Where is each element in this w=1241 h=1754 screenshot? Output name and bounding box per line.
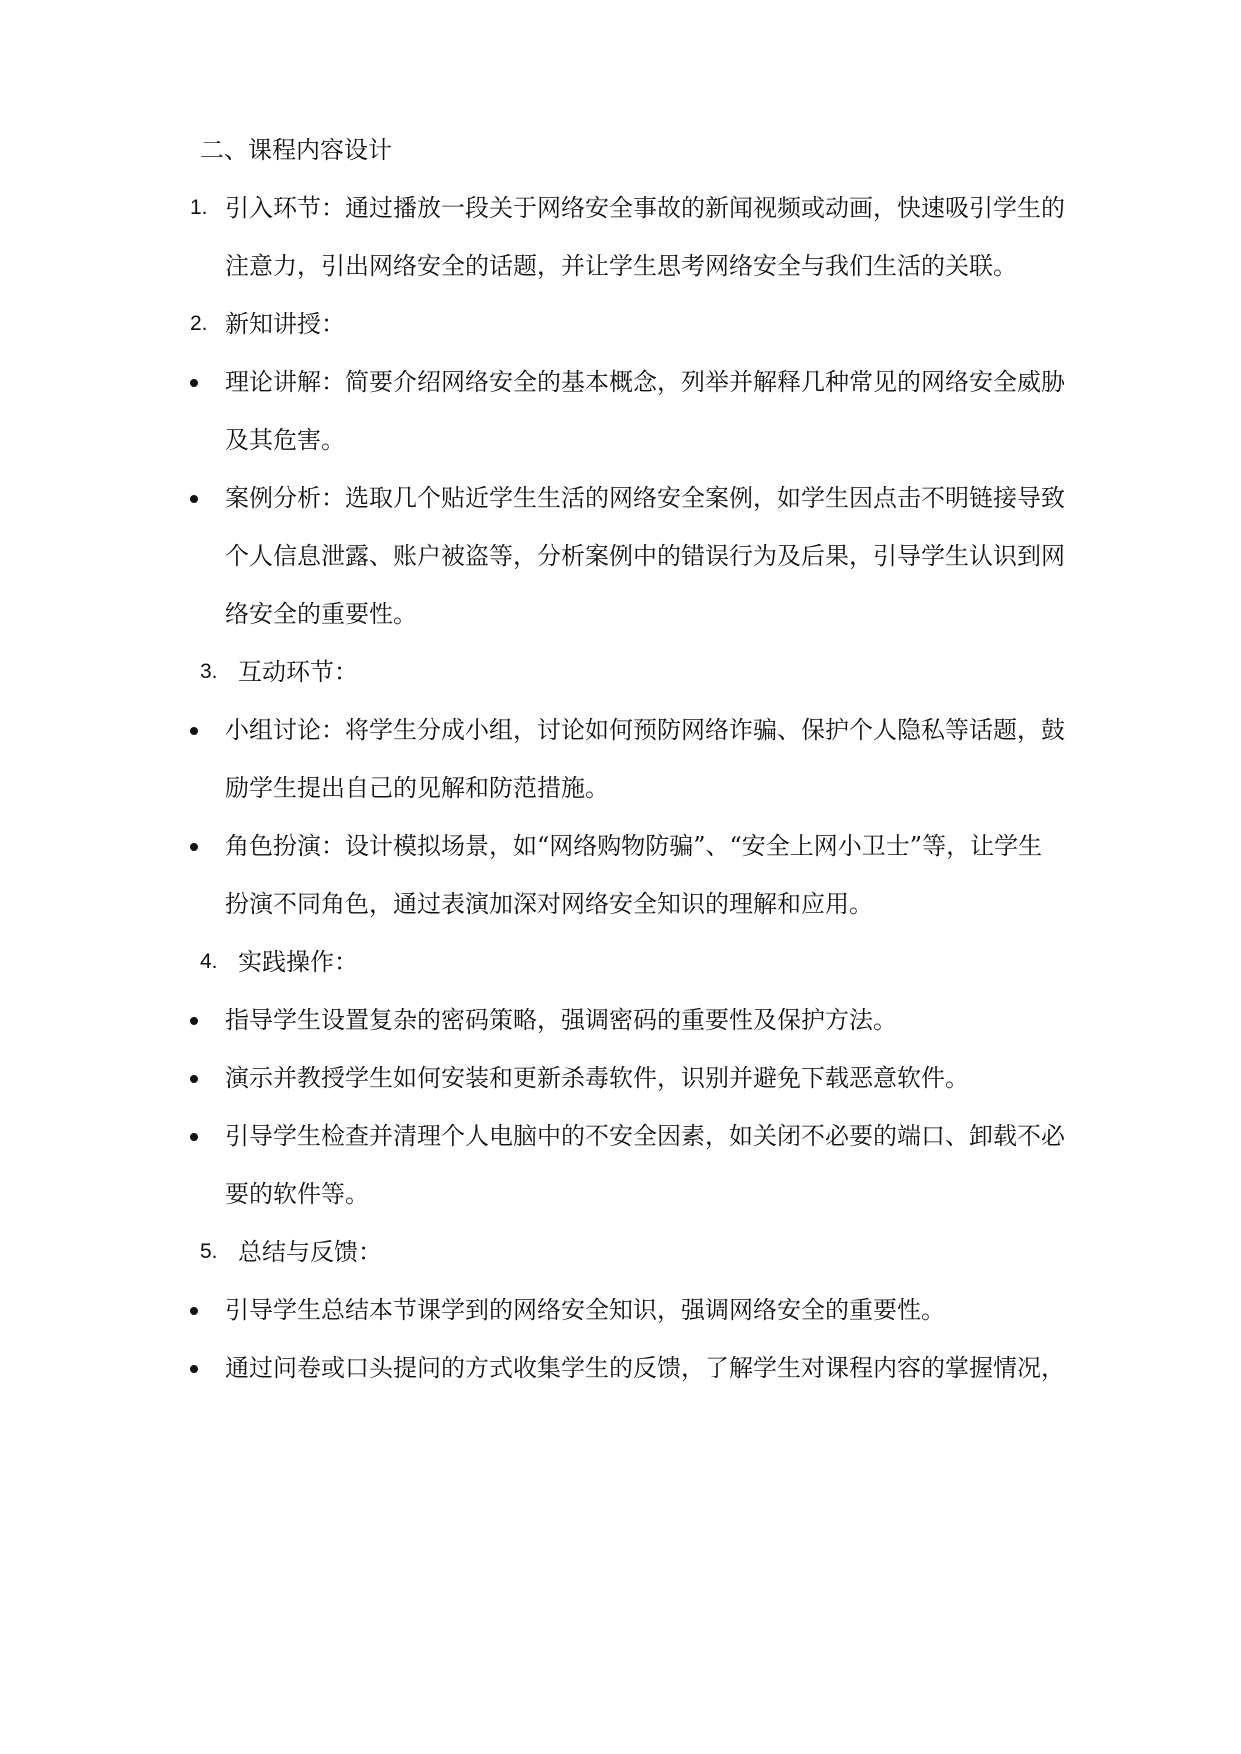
section-heading-line bbox=[0, 130, 1241, 170]
list-item-line bbox=[0, 1174, 1241, 1214]
list-item-line bbox=[0, 420, 1241, 460]
list-number: 3. bbox=[200, 660, 218, 683]
list-item-line bbox=[0, 188, 1241, 228]
bullet-icon bbox=[190, 727, 198, 735]
list-item-text: 实践操作： bbox=[238, 948, 358, 976]
list-item-text: 通过问卷或口头提问的方式收集学生的反馈，了解学生对课程内容的掌握情况， bbox=[225, 1354, 1065, 1382]
list-item-line bbox=[0, 304, 1241, 344]
list-item-text: 角色扮演：设计模拟场景，如“网络购物防骗”、“安全上网小卫士”等，让学生 bbox=[225, 832, 1043, 860]
list-item-text: 个人信息泄露、账户被盗等，分析案例中的错误行为及后果，引导学生认识到网 bbox=[225, 542, 1065, 570]
list-item-text: 理论讲解：简要介绍网络安全的基本概念，列举并解释几种常见的网络安全威胁 bbox=[225, 368, 1065, 396]
list-item-line bbox=[0, 652, 1241, 692]
bullet-icon bbox=[190, 1365, 198, 1373]
list-number: 1. bbox=[190, 196, 208, 219]
list-item-text: 案例分析：选取几个贴近学生生活的网络安全案例，如学生因点击不明链接导致 bbox=[225, 484, 1065, 512]
list-item-text: 新知讲授： bbox=[225, 310, 345, 338]
list-item-text: 络安全的重要性。 bbox=[225, 600, 417, 628]
list-item-line bbox=[0, 478, 1241, 518]
bullet-icon bbox=[190, 379, 198, 387]
list-item-line bbox=[0, 1290, 1241, 1330]
list-item-line bbox=[0, 1058, 1241, 1098]
list-item-line bbox=[0, 1000, 1241, 1040]
list-item-line bbox=[0, 536, 1241, 576]
list-item-text: 引导学生总结本节课学到的网络安全知识，强调网络安全的重要性。 bbox=[225, 1296, 945, 1324]
section-heading: 二、课程内容设计 bbox=[200, 136, 392, 164]
list-item-line bbox=[0, 594, 1241, 634]
list-item-line bbox=[0, 942, 1241, 982]
list-item-line bbox=[0, 1116, 1241, 1156]
bullet-icon bbox=[190, 1307, 198, 1315]
list-item-line bbox=[0, 710, 1241, 750]
list-item-text: 及其危害。 bbox=[225, 426, 345, 454]
bullet-icon bbox=[190, 495, 198, 503]
list-item-line bbox=[0, 826, 1241, 866]
list-item-line bbox=[0, 362, 1241, 402]
list-item-line bbox=[0, 1232, 1241, 1272]
bullet-icon bbox=[190, 1133, 198, 1141]
list-item-line bbox=[0, 1348, 1241, 1388]
list-item-text: 互动环节： bbox=[238, 658, 358, 686]
list-item-line bbox=[0, 768, 1241, 808]
list-item-text: 指导学生设置复杂的密码策略，强调密码的重要性及保护方法。 bbox=[225, 1006, 897, 1034]
list-item-text: 扮演不同角色，通过表演加深对网络安全知识的理解和应用。 bbox=[225, 890, 873, 918]
list-item-line bbox=[0, 884, 1241, 924]
list-number: 5. bbox=[200, 1240, 218, 1263]
list-item-line bbox=[0, 246, 1241, 286]
bullet-icon bbox=[190, 1017, 198, 1025]
list-item-text: 励学生提出自己的见解和防范措施。 bbox=[225, 774, 609, 802]
list-item-text: 小组讨论：将学生分成小组，讨论如何预防网络诈骗、保护个人隐私等话题，鼓 bbox=[225, 716, 1065, 744]
list-item-text: 引入环节：通过播放一段关于网络安全事故的新闻视频或动画，快速吸引学生的 bbox=[225, 194, 1065, 222]
bullet-icon bbox=[190, 843, 198, 851]
bullet-icon bbox=[190, 1075, 198, 1083]
list-item-text: 引导学生检查并清理个人电脑中的不安全因素，如关闭不必要的端口、卸载不必 bbox=[225, 1122, 1065, 1150]
list-item-text: 总结与反馈： bbox=[238, 1238, 382, 1266]
list-number: 4. bbox=[200, 950, 218, 973]
list-item-text: 注意力，引出网络安全的话题，并让学生思考网络安全与我们生活的关联。 bbox=[225, 252, 1017, 280]
list-number: 2. bbox=[190, 312, 208, 335]
list-item-text: 要的软件等。 bbox=[225, 1180, 369, 1208]
list-item-text: 演示并教授学生如何安装和更新杀毒软件，识别并避免下载恶意软件。 bbox=[225, 1064, 969, 1092]
